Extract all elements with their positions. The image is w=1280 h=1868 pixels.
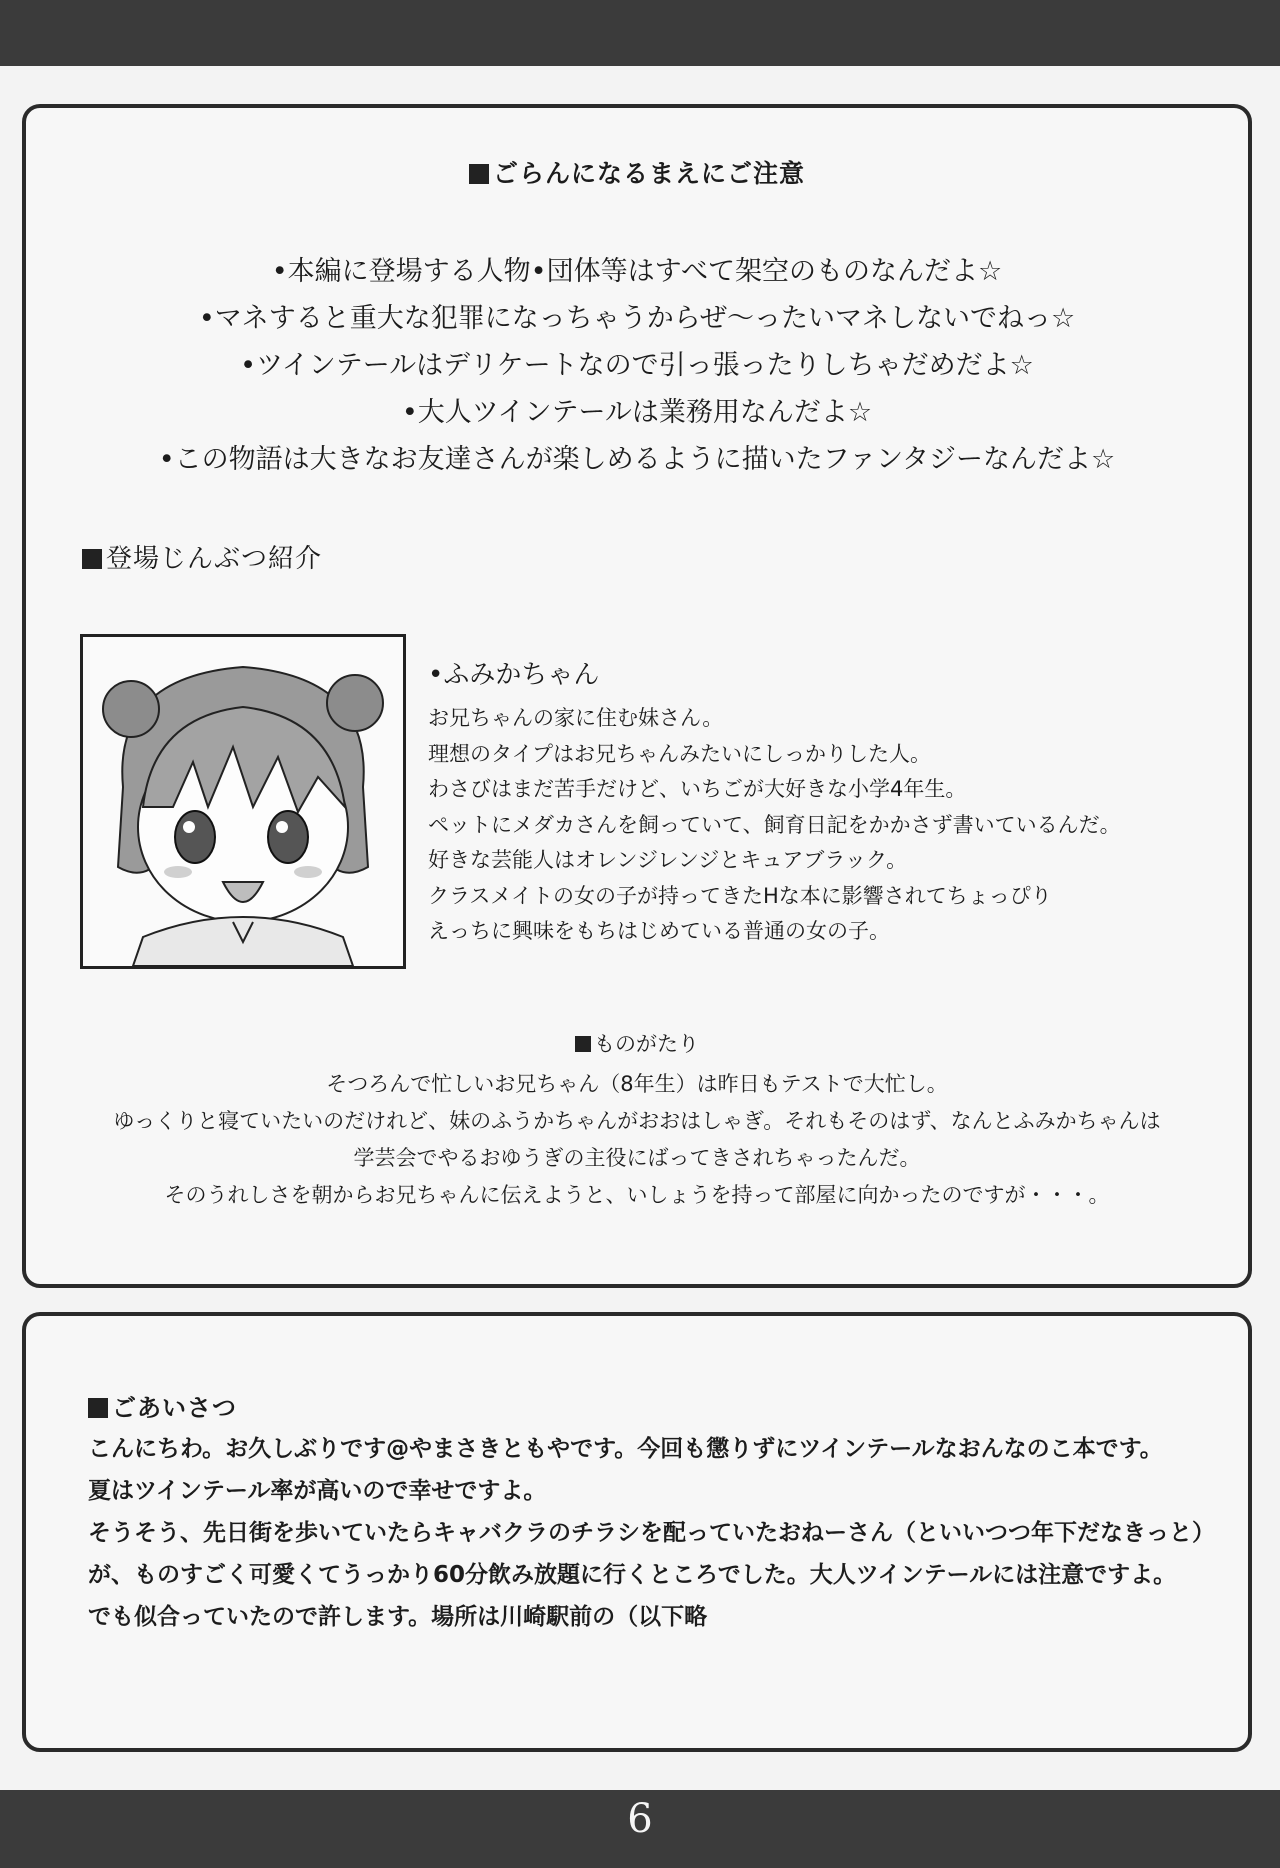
story-line: 学芸会でやるおゆうぎの主役にばってきされちゃったんだ。 (353, 1146, 921, 1170)
greeting-line: 夏はツインテール率が高いので幸せですよ。 (88, 1478, 547, 1504)
notice-title: ごらんになるまえにご注意 (492, 159, 805, 188)
greeting-title: ごあいさつ (112, 1394, 237, 1422)
profile-line: えっちに興味をもちはじめている普通の女の子。 (428, 919, 890, 943)
greeting-heading (88, 1388, 237, 1423)
square-bullet-icon (469, 164, 489, 184)
notice-item: •大人ツインテールは業務用なんだよ☆ (401, 397, 873, 428)
profile-line: お兄ちゃんの家に住む妹さん。 (428, 706, 724, 730)
square-bullet-icon (82, 549, 102, 569)
square-bullet-icon (575, 1036, 591, 1052)
greeting-line: が、ものすごく可愛くてうっかり60分飲み放題に行くところでした。大人ツインテールには注意ですよ。 (88, 1562, 1177, 1588)
greeting-text (88, 1428, 1218, 1638)
notice-item: •この物語は大きなお友達さんが楽しめるように描いたファンタジーなんだよ☆ (158, 444, 1116, 475)
story-line: ゆっくりと寝ていたいのだけれど、妹のふうかちゃんがおおはしゃぎ。それもそのはず、なんとふみかちゃんは (113, 1109, 1161, 1133)
notice-item: •マネすると重大な犯罪になっちゃうからぜ〜ったいマネしないでねっ☆ (198, 303, 1076, 334)
top-band (0, 0, 1280, 66)
notice-item: •ツインテールはデリケートなので引っ張ったりしちゃだめだよ☆ (240, 350, 1034, 381)
notice-list (26, 248, 1248, 483)
girl-illustration-icon (83, 637, 403, 966)
profile-line: クラスメイトの女の子が持ってきたHな本に影響されてちょっぴり (428, 883, 1052, 908)
greeting-line: そうそう、先日街を歩いていたらキャバクラのチラシを配っていたおねーさん（といいつつ年下だなきっと） (88, 1520, 1215, 1546)
story-line: そのうれしさを朝からお兄ちゃんに伝えようと、いしょうを持って部屋に向かったのですが・・・。 (164, 1183, 1110, 1207)
profile-line: 理想のタイプはお兄ちゃんみたいにしっかりした人。 (428, 741, 931, 766)
profile-line: ペットにメダカさんを飼っていて、飼育日記をかかさず書いているんだ。 (428, 812, 1121, 837)
profile-line: 好きな芸能人はオレンジレンジとキュアブラック。 (428, 848, 908, 872)
notice-item: •本編に登場する人物•団体等はすべて架空のものなんだよ☆ (271, 256, 1003, 287)
notice-panel (22, 104, 1252, 1288)
characters-title: 登場じんぶつ紹介 (106, 544, 323, 574)
greeting-panel (22, 1312, 1252, 1752)
greeting-line: でも似合っていたので許します。場所は川崎駅前の（以下略 (88, 1604, 708, 1630)
character-name: •ふみかちゃん (428, 660, 600, 690)
characters-heading (82, 538, 322, 575)
story-title: ものがたり (594, 1032, 699, 1056)
profile-line: わさびはまだ苦手だけど、いちごが大好きな小学4年生。 (428, 777, 967, 801)
greeting-line: こんにちわ。お久しぶりです@やまさきともやです。今回も懲りずにツインテールなおんなのこ本です。 (88, 1436, 1163, 1462)
story-heading (26, 1028, 1248, 1058)
notice-heading (26, 154, 1248, 190)
story-section (26, 1028, 1248, 1214)
page-number: 6 (627, 1796, 653, 1842)
story-line: そつろんで忙しいお兄ちゃん（8年生）は昨日もテストで大忙し。 (326, 1072, 948, 1096)
character-portrait (80, 634, 406, 969)
character-profile (428, 654, 1188, 950)
square-bullet-icon (88, 1398, 108, 1418)
